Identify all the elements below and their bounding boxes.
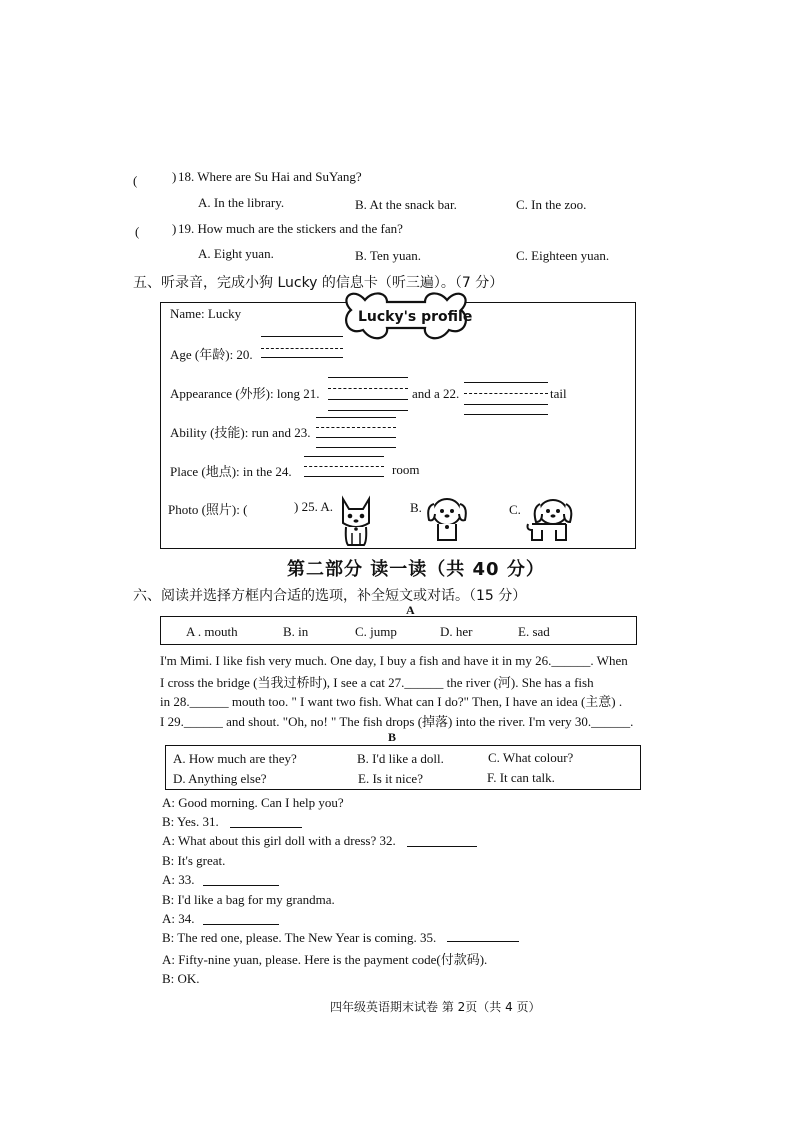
appearance-tail: tail — [550, 386, 567, 401]
q19-option-b: B. Ten yuan. — [355, 248, 422, 263]
dog-b-icon — [424, 494, 470, 542]
dialogue-line-9: A: Fifty-nine yuan, please. Here is the payment code(付款码). — [162, 952, 488, 967]
q18-option-b: B. At the snack bar. — [355, 197, 457, 212]
passage-line-4: I 29.______ and shout. "Oh, no! " The fish drops (掉落) into the river. I'm very 30.______. — [160, 714, 634, 729]
answer-blank-33[interactable] — [203, 885, 279, 886]
q19-option-a: A. Eight yuan. — [198, 246, 274, 261]
dialogue-line-10: B: OK. — [162, 971, 200, 986]
age-label: Age (年龄): 20. — [170, 347, 253, 362]
answer-blank-35[interactable] — [447, 941, 519, 942]
option-e-sad: E. sad — [518, 624, 550, 639]
option-b-f: F. It can talk. — [487, 770, 555, 785]
photo-option-b: B. — [410, 500, 422, 515]
part-b-label: B — [388, 730, 397, 744]
q18-paren-close: ) — [172, 169, 177, 184]
q18-option-c: C. In the zoo. — [516, 197, 587, 212]
part-a-label: A — [406, 603, 415, 617]
option-b-b: B. I'd like a doll. — [357, 751, 444, 766]
dialogue-line-5: A: 33. — [162, 872, 195, 887]
dialogue-line-4: B: It's great. — [162, 853, 226, 868]
place-room: room — [392, 462, 420, 477]
answer-blank-34[interactable] — [203, 924, 279, 925]
passage-line-2: I cross the bridge (当我过桥时), I see a cat 27.______ the river (河). She has a fish — [160, 675, 594, 690]
answer-blank-31[interactable] — [230, 827, 302, 828]
option-b-a: A. How much are they? — [173, 751, 297, 766]
photo-question: ) 25. A. — [294, 499, 333, 514]
q19-question: 19. How much are the stickers and the fan? — [178, 221, 403, 236]
section5-heading: 五、听录音，完成小狗 Lucky 的信息卡（听三遍）。（7 分） — [133, 275, 504, 291]
card-title: Lucky's profile — [358, 309, 473, 325]
q19-option-c: C. Eighteen yuan. — [516, 248, 610, 263]
option-d-her: D. her — [440, 624, 473, 639]
option-a-mouth: A . mouth — [186, 624, 238, 639]
photo-option-c: C. — [509, 502, 521, 517]
section6-heading: 六、阅读并选择方框内合适的选项，补全短文或对话。（15 分） — [133, 588, 527, 604]
option-b-c: C. What colour? — [488, 750, 574, 765]
page-footer: 四年级英语期末试卷 第 2页（共 4 页） — [330, 1000, 541, 1014]
dialogue-line-8: B: The red one, please. The New Year is coming. 35. — [162, 930, 437, 945]
name-label: Name: Lucky — [170, 306, 242, 321]
appearance-label: Appearance (外形): long 21. — [170, 386, 320, 401]
dialogue-line-7: A: 34. — [162, 911, 195, 926]
part2-title: 第二部分 读一读（共 40 分） — [287, 559, 545, 580]
appearance-and: and a 22. — [412, 386, 460, 401]
q19-paren-close: ) — [172, 221, 177, 236]
q19-paren-open: ( — [135, 224, 140, 239]
answer-blank-32[interactable] — [407, 846, 477, 847]
option-c-jump: C. jump — [355, 624, 397, 639]
dog-c-icon — [520, 494, 578, 542]
option-b-e: E. Is it nice? — [358, 771, 423, 786]
dialogue-line-6: B: I'd like a bag for my grandma. — [162, 892, 335, 907]
q18-question: 18. Where are Su Hai and SuYang? — [178, 169, 362, 184]
q18-paren-open: ( — [133, 173, 138, 188]
passage-line-1: I'm Mimi. I like fish very much. One day, I buy a fish and have it in my 26.______. When — [160, 653, 628, 668]
dialogue-line-2: B: Yes. 31. — [162, 814, 219, 829]
place-label: Place (地点): in the 24. — [170, 464, 292, 479]
passage-line-3: in 28.______ mouth too. " I want two fish. What can I do?" Then, I have an idea (主意) . — [160, 694, 623, 709]
q18-option-a: A. In the library. — [198, 195, 285, 210]
dialogue-line-1: A: Good morning. Can I help you? — [162, 795, 344, 810]
ability-label: Ability (技能): run and 23. — [170, 425, 311, 440]
photo-label: Photo (照片): ( — [168, 502, 248, 517]
option-b-in: B. in — [283, 624, 309, 639]
dialogue-line-3: A: What about this girl doll with a dress? 32. — [162, 833, 396, 848]
dog-a-icon — [337, 495, 375, 547]
option-b-d: D. Anything else? — [173, 771, 267, 786]
